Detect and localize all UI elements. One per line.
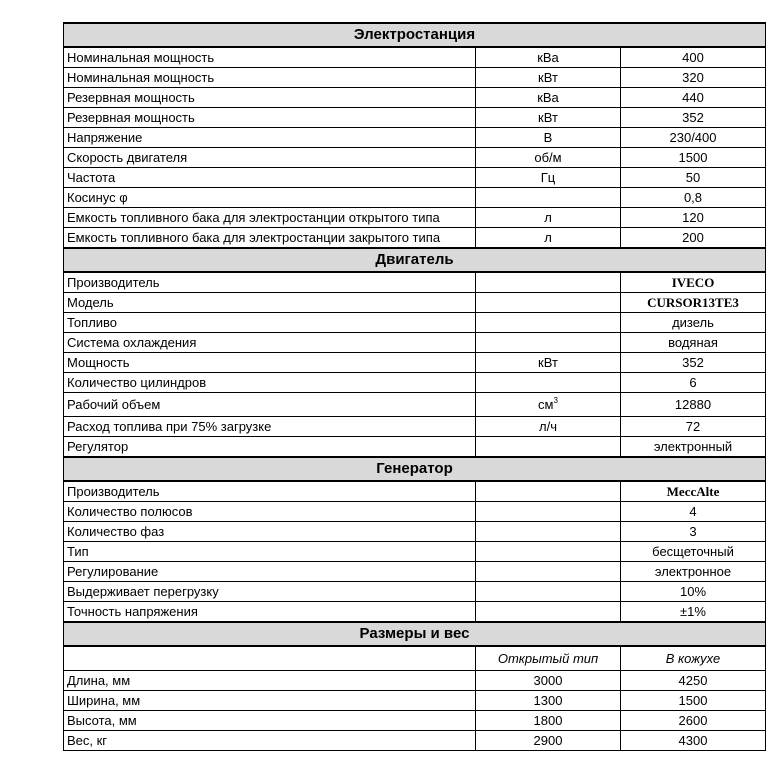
table-row bbox=[64, 731, 766, 751]
row-label: Количество полюсов bbox=[64, 502, 476, 522]
table-row bbox=[64, 562, 766, 582]
row-unit: Гц bbox=[476, 168, 621, 188]
row-label: Регулятор bbox=[64, 437, 476, 458]
row-unit: кВт bbox=[476, 353, 621, 373]
row-unit: л bbox=[476, 228, 621, 249]
row-unit bbox=[476, 602, 621, 623]
row-value: 50 bbox=[621, 168, 766, 188]
section-header bbox=[64, 248, 766, 272]
row-unit bbox=[476, 481, 621, 502]
row-label: Расход топлива при 75% загрузке bbox=[64, 417, 476, 437]
row-value: 440 bbox=[621, 88, 766, 108]
row-unit: л/ч bbox=[476, 417, 621, 437]
row-canopy-value: 4300 bbox=[621, 731, 766, 751]
table-row bbox=[64, 711, 766, 731]
row-value: электронное bbox=[621, 562, 766, 582]
table-row bbox=[64, 228, 766, 249]
column-header-row bbox=[64, 646, 766, 671]
table-row bbox=[64, 168, 766, 188]
table-row bbox=[64, 437, 766, 458]
row-value: 352 bbox=[621, 353, 766, 373]
section-title: Размеры и вес bbox=[64, 622, 766, 646]
row-value: 0,8 bbox=[621, 188, 766, 208]
table-row bbox=[64, 333, 766, 353]
table-row bbox=[64, 188, 766, 208]
row-open-value: 1300 bbox=[476, 691, 621, 711]
row-label: Производитель bbox=[64, 272, 476, 293]
row-value: 4 bbox=[621, 502, 766, 522]
row-label: Резервная мощность bbox=[64, 108, 476, 128]
row-label: Частота bbox=[64, 168, 476, 188]
row-value: 352 bbox=[621, 108, 766, 128]
row-unit bbox=[476, 437, 621, 458]
row-label: Рабочий объем bbox=[64, 393, 476, 417]
table-row bbox=[64, 671, 766, 691]
row-unit bbox=[476, 562, 621, 582]
row-label: Емкость топливного бака для электростанции открытого типа bbox=[64, 208, 476, 228]
row-value: 1500 bbox=[621, 148, 766, 168]
section-title: Двигатель bbox=[64, 248, 766, 272]
table-row bbox=[64, 602, 766, 623]
table-row bbox=[64, 293, 766, 313]
row-unit bbox=[476, 542, 621, 562]
section-header bbox=[64, 457, 766, 481]
row-unit bbox=[476, 582, 621, 602]
row-value: ±1% bbox=[621, 602, 766, 623]
row-value: IVECO bbox=[621, 272, 766, 293]
row-label: Номинальная мощность bbox=[64, 47, 476, 68]
table-row bbox=[64, 522, 766, 542]
table-row bbox=[64, 272, 766, 293]
table-row bbox=[64, 128, 766, 148]
row-value: 320 bbox=[621, 68, 766, 88]
table-row bbox=[64, 88, 766, 108]
row-value: MeccAlte bbox=[621, 481, 766, 502]
row-unit bbox=[476, 522, 621, 542]
table-row bbox=[64, 208, 766, 228]
table-row bbox=[64, 481, 766, 502]
row-unit bbox=[476, 293, 621, 313]
row-value: 120 bbox=[621, 208, 766, 228]
table-row bbox=[64, 417, 766, 437]
unit-text: см bbox=[538, 396, 554, 412]
column-header-canopy: В кожухе bbox=[621, 646, 766, 671]
section-title: Электростанция bbox=[64, 23, 766, 47]
row-value: бесщеточный bbox=[621, 542, 766, 562]
table-row bbox=[64, 502, 766, 522]
row-unit bbox=[476, 393, 621, 417]
row-value: дизель bbox=[621, 313, 766, 333]
row-label: Высота, мм bbox=[64, 711, 476, 731]
row-value: водяная bbox=[621, 333, 766, 353]
table-row bbox=[64, 47, 766, 68]
row-unit: л bbox=[476, 208, 621, 228]
row-value: 72 bbox=[621, 417, 766, 437]
row-label: Модель bbox=[64, 293, 476, 313]
row-unit bbox=[476, 188, 621, 208]
row-label: Система охлаждения bbox=[64, 333, 476, 353]
row-unit bbox=[476, 502, 621, 522]
row-open-value: 3000 bbox=[476, 671, 621, 691]
table-row bbox=[64, 542, 766, 562]
row-label: Регулирование bbox=[64, 562, 476, 582]
row-unit: кВт bbox=[476, 108, 621, 128]
row-unit: кВа bbox=[476, 47, 621, 68]
row-unit bbox=[476, 373, 621, 393]
section-title: Генератор bbox=[64, 457, 766, 481]
row-value: электронный bbox=[621, 437, 766, 458]
section-header bbox=[64, 23, 766, 47]
unit-superscript: 3 bbox=[553, 395, 558, 405]
row-label: Номинальная мощность bbox=[64, 68, 476, 88]
row-label: Производитель bbox=[64, 481, 476, 502]
table-row bbox=[64, 68, 766, 88]
table-row bbox=[64, 148, 766, 168]
row-label: Скорость двигателя bbox=[64, 148, 476, 168]
row-unit: об/м bbox=[476, 148, 621, 168]
row-label: Топливо bbox=[64, 313, 476, 333]
row-unit: В bbox=[476, 128, 621, 148]
row-canopy-value: 4250 bbox=[621, 671, 766, 691]
row-value: 230/400 bbox=[621, 128, 766, 148]
column-header bbox=[64, 646, 476, 671]
row-value: 10% bbox=[621, 582, 766, 602]
row-label: Косинус φ bbox=[64, 188, 476, 208]
row-label: Ширина, мм bbox=[64, 691, 476, 711]
row-label: Тип bbox=[64, 542, 476, 562]
table-row bbox=[64, 313, 766, 333]
row-unit: кВа bbox=[476, 88, 621, 108]
column-header-open: Открытый тип bbox=[476, 646, 621, 671]
row-label: Количество цилиндров bbox=[64, 373, 476, 393]
row-unit bbox=[476, 313, 621, 333]
section-header bbox=[64, 622, 766, 646]
table-row bbox=[64, 691, 766, 711]
row-canopy-value: 2600 bbox=[621, 711, 766, 731]
row-label: Мощность bbox=[64, 353, 476, 373]
row-label: Точность напряжения bbox=[64, 602, 476, 623]
table-row bbox=[64, 108, 766, 128]
row-label: Напряжение bbox=[64, 128, 476, 148]
row-value: 400 bbox=[621, 47, 766, 68]
row-label: Резервная мощность bbox=[64, 88, 476, 108]
spec-table bbox=[63, 22, 766, 751]
row-value: 200 bbox=[621, 228, 766, 249]
row-label: Количество фаз bbox=[64, 522, 476, 542]
table-row bbox=[64, 582, 766, 602]
table-row bbox=[64, 373, 766, 393]
table-row bbox=[64, 393, 766, 417]
row-unit bbox=[476, 272, 621, 293]
row-label: Вес, кг bbox=[64, 731, 476, 751]
row-label: Емкость топливного бака для электростанции закрытого типа bbox=[64, 228, 476, 249]
row-open-value: 2900 bbox=[476, 731, 621, 751]
row-value: 3 bbox=[621, 522, 766, 542]
table-row bbox=[64, 353, 766, 373]
row-value: 6 bbox=[621, 373, 766, 393]
row-label: Выдерживает перегрузку bbox=[64, 582, 476, 602]
row-label: Длина, мм bbox=[64, 671, 476, 691]
row-unit: кВт bbox=[476, 68, 621, 88]
row-open-value: 1800 bbox=[476, 711, 621, 731]
row-value: 12880 bbox=[621, 393, 766, 417]
row-unit bbox=[476, 333, 621, 353]
row-value: CURSOR13TE3 bbox=[621, 293, 766, 313]
row-canopy-value: 1500 bbox=[621, 691, 766, 711]
